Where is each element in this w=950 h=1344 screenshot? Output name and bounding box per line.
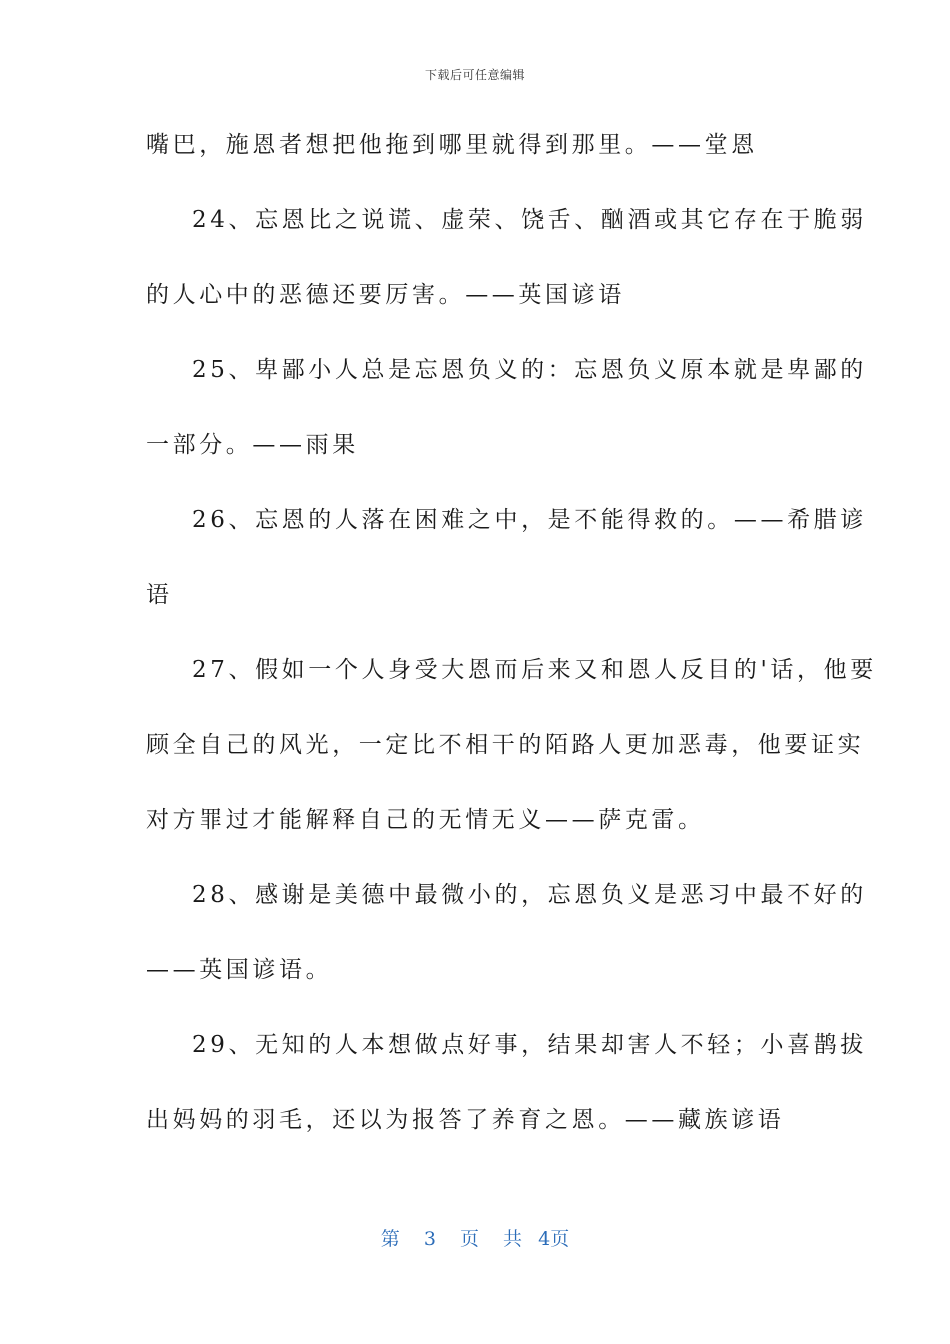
document-body (146, 125, 877, 1175)
body-line: ——英国谚语。 (146, 957, 333, 983)
body-line: 顾全自己的风光，一定比不相干的陌路人更加恶毒，他要证实 (146, 732, 865, 758)
body-line: 26、忘恩的人落在困难之中，是不能得救的。——希腊谚 (192, 507, 867, 533)
footer-total-pages: 4页 (538, 1228, 570, 1250)
body-line: 28、感谢是美德中最微小的，忘恩负义是恶习中最不好的 (192, 882, 867, 908)
footer-page-word: 页 (459, 1228, 479, 1250)
body-line: 29、无知的人本想做点好事，结果却害人不轻；小喜鹊拔 (192, 1032, 867, 1058)
body-line: 27、假如一个人身受大恩而后来又和恩人反目的'话，他要 (192, 657, 877, 683)
footer-current-page: 3 (423, 1228, 436, 1250)
body-line: 的人心中的恶德还要厉害。——英国谚语 (146, 282, 625, 308)
footer-prefix: 第 (380, 1228, 400, 1250)
body-line: 嘴巴，施恩者想把他拖到哪里就得到那里。——堂恩 (146, 132, 758, 158)
body-line: 语 (146, 582, 173, 608)
header-note: 下载后可任意编辑 (424, 68, 525, 82)
body-line: 25、卑鄙小人总是忘恩负义的：忘恩负义原本就是卑鄙的 (192, 357, 867, 383)
body-line: 24、忘恩比之说谎、虚荣、饶舌、酗酒或其它存在于脆弱 (192, 207, 867, 233)
body-line: 出妈妈的羽毛，还以为报答了养育之恩。——藏族谚语 (146, 1107, 785, 1133)
page-footer (0, 1224, 950, 1251)
footer-total-prefix: 共 (503, 1228, 523, 1250)
body-line: 一部分。——雨果 (146, 432, 359, 458)
body-line: 对方罪过才能解释自己的无情无义——萨克雷。 (146, 807, 705, 833)
